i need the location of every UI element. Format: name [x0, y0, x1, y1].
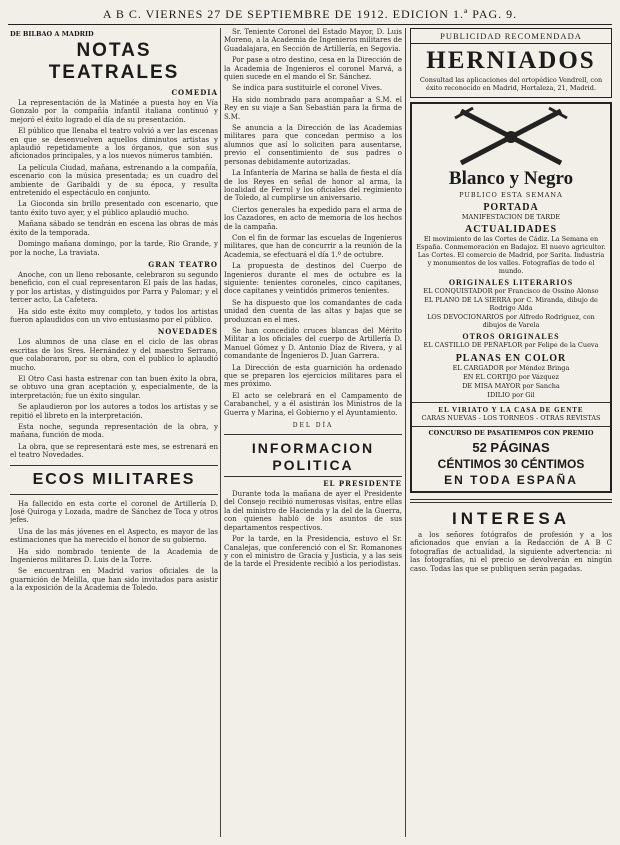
ad-section: EL VIRIATO Y LA CASA DE GENTE — [438, 406, 584, 415]
section-title-ecos-militares: ECOS MILITARES — [32, 470, 196, 488]
ad-text: LOS DEVOCIONARIOS por Alfredo Rodríguez, con dibujos de Varela — [427, 312, 595, 329]
paragraph: Ha sido nombrado para acompañar a S.M. el Rey en su viaje a San Sebastián para la firma de S.M. — [224, 95, 402, 121]
ad-text: El movimiento de las Cortes de Cádiz. La Semana en España. Conmemoración en Badajoz. El nuevo agricultor. Las Cortes. El comercio de Madrid, por Sarita. Industria y monumentos de los valles. Fotografías de todo el mundo. — [416, 235, 606, 275]
paragraph: La representación de la Matinée a puesta hoy en Vía Gonzalo por la compañía infantil italiana continuó y mejoró el éxito logrado el día de su presentación. — [10, 99, 218, 124]
paragraph: La película Ciudad, mañana, estrenando a la compañía, escenario con la música presentada; es un cuadro del ambiente de Garibaldi y de su época, y resulta entretenido el espectáculo en conjunto. — [10, 163, 218, 198]
divider — [224, 476, 402, 477]
paragraph: Se han concedido cruces blancas del Mérito Militar a los oficiales del cuerpo de Artillería D. Manuel Gómez y D. Antonio Díaz de Rivera, y al comandante de Ingenieros D. Juan Garrera. — [224, 327, 402, 361]
ad-text: EL CASTILLO DE PEÑAFLOR por Felipe de la Cueva — [423, 341, 599, 350]
paragraph: El público que llenaba el teatro volvió a ver las escenas en que se desenvuelven aquellos diminutos artistas y aplaudió repetidamente a los órganos, que son sus aficionados principales, y a los nuevos números también. — [10, 127, 218, 161]
paragraph: Se aplaudieron por los autores a todos los artistas y se repitió el libreto en la interpretación. — [10, 403, 218, 420]
paragraph: Sr. Teniente Coronel del Estado Mayor, D. Luis Moreno, a la Academia de Ingenieros militares de Guadalajara, en Sección de Artillería, en Segovia. — [224, 28, 402, 53]
divider — [10, 465, 218, 466]
paragraph: El Otro Casi hasta estrenar con tan buen éxito la obra, se obtuvo una gran aceptación y, especialmente, de la interpretación; fue un éxito singular. — [10, 374, 218, 400]
ad-section: PLANAS EN COLOR — [455, 353, 567, 365]
paragraph: a los señores fotógrafos de profesión y a los aficionados que envían a la Redacción de A B C fotografías de actualidad, la siguiente advertencia: ni las fotografías, ni el precio se devolverán en ningún caso. Todas las que se publiquen serán pagadas. — [410, 530, 612, 573]
section-title-informacion-politica: INFORMACION POLITICA — [251, 440, 375, 474]
paragraph: La propuesta de destinos del Cuerpo de Ingenieros durante el mes de octubre es la siguiente: tenientes coroneles, cinco capitanes, doce capitanes y veintidós primeros tenientes. — [224, 262, 402, 296]
ad-blanco-y-negro — [410, 102, 612, 493]
crossed-swords-emblem-icon — [441, 106, 581, 168]
ad-text: IDILIO por Gil — [487, 390, 535, 399]
paragraph: Ha sido nombrado teniente de la Academia de Ingenieros militares D. Luis de la Torre. — [10, 547, 218, 565]
price: CÉNTIMOS 30 CÉNTIMOS — [437, 456, 585, 471]
paragraph: Ha fallecido en esta corte el coronel de Artillería D. José Quiroga y Lozada, madre de Sánchez de Toca y otros jefes. — [10, 499, 218, 525]
ad-title: HERNIADOS — [426, 47, 596, 74]
ad-herniados — [410, 28, 612, 98]
column-2 — [224, 28, 402, 839]
ad-title: Blanco y Negro — [448, 167, 574, 189]
paragraph: Mañana sábado se tendrán en escena las obras de más éxito de la temporada. — [10, 220, 218, 237]
column-3 — [410, 28, 612, 839]
subhead-presidente: EL PRESIDENTE — [323, 479, 402, 489]
paragraph: Los alumnos de una clase en el ciclo de las obras escritas de los Sres. Hernández y del maestro Serrano, que colaboraron, por su obra, con el publico lo aplaudió mucho. — [10, 338, 218, 372]
ad-text: CONCURSO DE PASATIEMPOS CON PREMIO — [428, 429, 594, 438]
paragraph: Se ha dispuesto que los comandantes de cada unidad den cuenta de las altas y bajas que se produzcan en el mes. — [224, 298, 402, 324]
ad-text: EL CARGADOR por Méndez Bringa — [452, 364, 570, 373]
paragraph: La Gioconda sin brillo presentado con escenario, que tanto éxito tuvo ayer, y el público aplaudió mucho. — [10, 200, 218, 217]
page-header: A B C. VIERNES 27 DE SEPTIEMBRE DE 1912. EDICION 1.ª PAG. 9. — [8, 4, 612, 25]
ad-text: DE MISA MAYOR por Sancha — [462, 381, 560, 390]
divider — [412, 426, 610, 427]
kicker: DE BILBAO A MADRID — [10, 30, 94, 38]
ad-footer: EN TODA ESPAÑA — [444, 472, 578, 487]
paragraph: Por la tarde, en la Presidencia, estuvo el Sr. Canalejas, que conferenció con el Sr. Romanones y con el ministro de Gracia y Justicia, y a las seis de la tarde el Presidente recibió a los periodistas. — [224, 535, 402, 569]
ad-section: OTROS ORIGINALES — [462, 332, 560, 342]
divider — [412, 402, 610, 403]
ad-text: MANIFESTACION DE TARDE — [461, 212, 561, 221]
paragraph: Ha sido este éxito muy completo, y todos los artistas fueron aplaudidos con un vivo entusiasmo por el público. — [10, 307, 218, 324]
ad-text: EN EL CORTIJO por Vázquez — [463, 372, 559, 381]
paragraph: Ciertos generales ha expedido para el arma de los Cazadores, en acto de memoria de los hechos de la campaña. — [224, 205, 402, 231]
ad-section: ORIGINALES LITERARIOS — [448, 278, 574, 288]
column-rule — [405, 28, 406, 837]
paragraph: Una de las más jóvenes en el Aspecto, es mayor de las estimaciones que ha merecido el honor de su gobierno. — [10, 527, 218, 545]
section-title-notas-teatrales: NOTAS TEATRALES — [48, 40, 180, 83]
section-divider: DEL DÍA — [292, 422, 334, 430]
paragraph: Con el fin de formar las escuelas de Ingenieros militares, que han de concurrir a la reunión de la Academia, se efectuará el día 1.º de octubre. — [224, 233, 402, 259]
column-rule — [220, 28, 221, 837]
paragraph: Se anuncia a la Dirección de las Academias militares para que concedan permiso a los alumnos que así lo soliciten para ausentarse, previo el consentimiento de sus padres o personas debidamente autorizadas. — [224, 124, 402, 166]
paragraph: Se indica para sustituirle el coronel Vives. — [232, 84, 383, 93]
ad-text: CARAS NUEVAS - LOS TORNEOS - OTRAS REVISTAS — [421, 414, 601, 423]
paragraph: Domingo mañana domingo, por la tarde, Rio Grande, y por la noche, La traviata. — [10, 240, 218, 257]
divider — [10, 494, 218, 495]
paragraph: La Dirección de esta guarnición ha ordenado que se preparen los ejercicios militares para el mes próximo. — [224, 363, 402, 389]
column-1 — [10, 28, 218, 839]
paragraph: Se encuentran en Madrid varios oficiales de la guarnición de Melilla, que han sido invitados para asistir a la exposición de la Academia de Toledo. — [10, 567, 218, 593]
paragraph: El acto se celebrará en el Campamento de Carabanchel, y a él asistirán los Ministros de la Guerra y Marina, el Gobierno y el Ayuntamiento. — [224, 391, 402, 417]
ad-section: PORTADA — [483, 201, 539, 213]
paragraph: Anoche, con un lleno rebosante, celebraron su segundo beneficio, con el cual representaron El país de las hadas, y por los artistas, y distinguidos por Parra y Palomar; y el tercer acto, La Cafetera. — [10, 270, 218, 305]
paragraph: Durante toda la mañana de ayer el Presidente del Consejo recibió numerosas visitas, entre ellas la del ministro de Hacienda y la del de la Guerra, con quienes habló de los asuntos de sus departamentos respectivos. — [224, 490, 402, 532]
paragraph: La Infantería de Marina se halla de fiesta el día de los Reyes en señal de honor al arma, la localidad de Ferrol y los oficiales del regimiento de Toledo, al cumplirse un aniversario. — [224, 169, 402, 203]
divider — [410, 499, 612, 503]
paragraph: La obra, que se representará este mes, se estrenará en el teatro Novedades. — [10, 442, 218, 460]
ad-section: ACTUALIDADES — [464, 224, 557, 236]
subhead-gran-teatro: GRAN TEATRO — [148, 259, 218, 269]
paragraph: Por pase a otro destino, cesa en la Dirección de la Academia de Ingenieros el coronel Marvá, a quien sucede en el mando el Sr. Sánchez. — [224, 56, 402, 82]
tagline: PUBLICO ESTA SEMANA — [459, 190, 563, 199]
ad-text: EL PLANO DE LA SIERRA por C. Miranda, dibujo de Rodrigo Alda — [424, 296, 598, 312]
ad-head: PUBLICIDAD RECOMENDADA — [411, 29, 611, 44]
paragraph: Esta noche, segunda representación de la obra, y mañana, función de moda. — [10, 423, 218, 440]
divider — [224, 434, 402, 435]
subhead-comedia: COMEDIA — [171, 88, 218, 97]
ad-title-interesa: INTERESA — [452, 508, 570, 528]
subhead-novedades: NOVEDADES — [157, 327, 218, 337]
ad-text: EL CONQUISTADOR por Francisco de Ossino Alonso — [423, 287, 599, 296]
pages-count: 52 PÁGINAS — [472, 439, 550, 455]
ad-text: Consultad las aplicaciones del ortopédico Vendrell, con éxito reconocido en Madrid, Hortaleza, 21, Madrid. — [419, 76, 603, 92]
